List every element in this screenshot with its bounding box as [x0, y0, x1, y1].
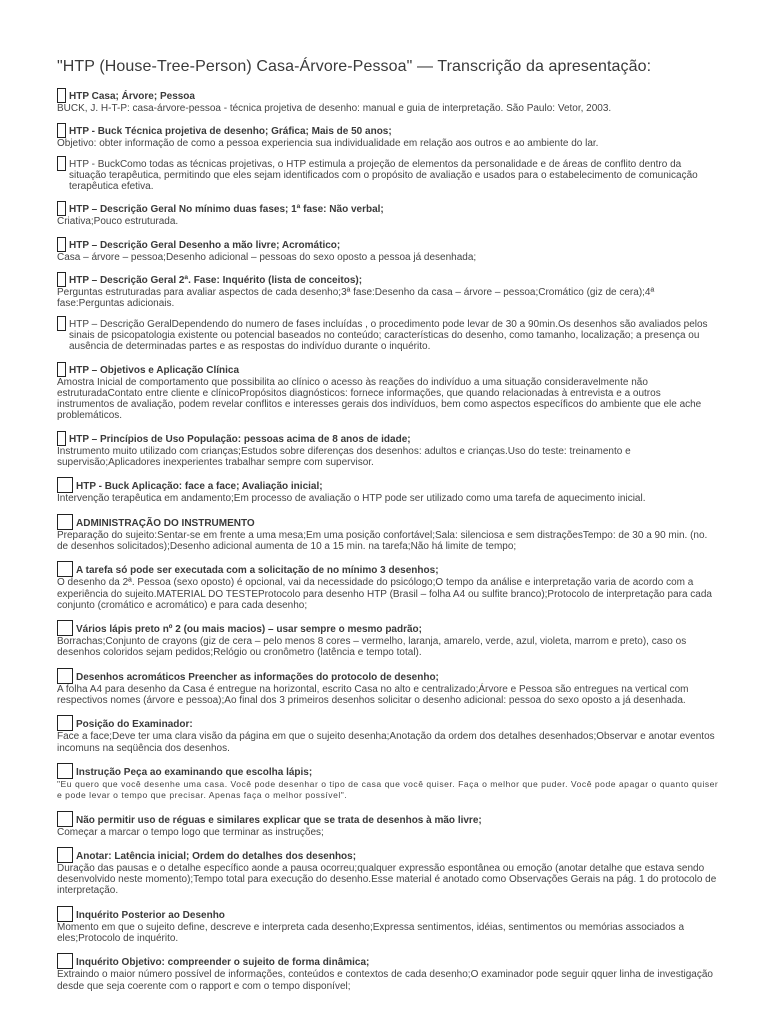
- slide-text: Amostra Inicial de comportamento que possibilita ao clínico o acesso às reações do indivíduo a uma situação consideravelmente não estruturadaContato entre cliente e clínicoPropósitos diagnósticos: fornece informações, que quando relacionadas à entrevista e a outros instrumentos de avaliação, podem revelar conflitos e interesses gerais dos indivíduos, bem como aspectos específicos do ambiente que ele ache problemáticos.: [57, 376, 702, 422]
- slide-thumbnail-icon: [57, 362, 66, 377]
- slide-entry: [57, 763, 719, 802]
- slide-entry: [57, 237, 719, 263]
- page-title: "HTP (House-Tree-Person) Casa-Árvore-Pessoa" — Transcrição da apresentação:: [57, 58, 652, 75]
- slide-text: Extraindo o maior número possível de informações, conteúdos e contextos de cada desenho;O examinador pode seguir qquer linha de investigação desde que seja coerente com o rapport e com o tempo disponível;: [57, 969, 713, 992]
- slide-heading: Posição do Examinador:: [76, 719, 193, 731]
- slide-heading: HTP - Buck Técnica projetiva de desenho; Gráfica; Mais de 50 anos;: [69, 126, 392, 138]
- slide-thumbnail-icon: [57, 88, 66, 103]
- slide-thumbnail-icon: [57, 316, 66, 331]
- slide-heading-row: [57, 272, 719, 287]
- slide-heading-row: [57, 431, 719, 446]
- slide-thumbnail-icon: [57, 201, 66, 216]
- slide-heading-row: [57, 847, 719, 863]
- slide-thumbnail-icon: [57, 561, 73, 577]
- slide-entry: [57, 811, 719, 838]
- slide-heading: HTP Casa; Árvore; Pessoa: [69, 91, 195, 102]
- slide-text: "Eu quero que você desenhe uma casa. Você pode desenhar o tipo de casa que você quiser. Faça o melhor que puder. Você pode apagar o quanto quiser e pode levar o tempo que precisar. Apenas faça o melhor possível".: [57, 778, 719, 801]
- slide-text: O desenho da 2ª. Pessoa (sexo oposto) é opcional, vai da necessidade do psicólogo;O tempo da análise e interpretação varia de acordo com a experiência do sujeito.MATERIAL DO TESTEProtocolo para desenho HTP (Brasil – folha A4 ou sulfite branco);Protocolo de interpretação para cada conjunto (cromático e acromático) e para cada desenho;: [57, 577, 712, 611]
- slide-text: Borrachas;Conjunto de crayons (giz de cera – pelo menos 8 cores – vermelho, laranja, amarelo, verde, azul, violeta, marrom e preto), caso os desenhos coloridos sejam pedidos;Relógio ou cronômetro (latência e tempo total).: [57, 636, 687, 659]
- slide-thumbnail-icon: [57, 763, 73, 779]
- slide-heading-row: [57, 953, 719, 969]
- slide-thumbnail-icon: [57, 668, 73, 684]
- slide-text: Duração das pausas e o detalhe específico aonde a pausa ocorreu;qualquer expressão espontânea ou emoção (anotar detalhe que estava sendo desenvolvido neste momento);Tempo total para execução do desenho.Esse material é anotado como Observações Gerais na pág. 1 do protocolo de interpretação.: [57, 862, 717, 897]
- slide-entry: [57, 123, 719, 149]
- slide-heading-row: [57, 715, 719, 731]
- slide-heading-row: [57, 123, 719, 138]
- slide-thumbnail-icon: [57, 514, 73, 530]
- slide-entry: [57, 159, 719, 193]
- slide-entry: [57, 953, 719, 992]
- slide-text: Face a face;Deve ter uma clara visão da página em que o sujeito desenha;Anotação da ordem dos detalhes desenhados;Observar e anotar eventos incomuns na seqüência dos desenhos.: [57, 731, 715, 754]
- slide-heading-row: [57, 811, 719, 827]
- slide-thumbnail-icon: [57, 953, 73, 969]
- slide-text: Criativa;Pouco estruturada.: [57, 216, 179, 228]
- slide-entry: [57, 201, 719, 227]
- slide-thumbnail-icon: [57, 715, 73, 731]
- slide-thumbnail-icon: [57, 477, 73, 493]
- slide-heading-row: [57, 561, 719, 577]
- slide-heading: Vários lápis preto nº 2 (ou mais macios) – usar sempre o mesmo padrão;: [76, 624, 422, 636]
- slide-text: Objetivo: obter informação de como a pessoa experiencia sua individualidade em relação aos outros e ao ambiente do lar.: [57, 138, 599, 150]
- slide-entry: [57, 88, 719, 114]
- slide-inline-row: [57, 319, 719, 353]
- slide-heading: HTP – Descrição Geral No mínimo duas fases; 1ª fase: Não verbal;: [69, 204, 384, 216]
- slide-heading-row: [57, 514, 719, 530]
- slide-heading: A tarefa só pode ser executada com a solicitação de no mínimo 3 desenhos;: [76, 565, 439, 577]
- slide-text: BUCK, J. H-T-P: casa-árvore-pessoa - técnica projetiva de desenho: manual e guia de interpretação. São Paulo: Vetor, 2003.: [57, 103, 612, 114]
- slide-entry: [57, 668, 719, 707]
- slide-heading-row: [57, 763, 719, 779]
- slide-text: Perguntas estruturadas para avaliar aspectos de cada desenho;3ª fase:Desenho da casa – árvore – pessoa;Cromático (giz de cera);4ª fase:Perguntas adicionais.: [57, 287, 655, 310]
- slide-text: HTP - BuckComo todas as técnicas projetivas, o HTP estimula a projeção de elementos da personalidade e de áreas de conflito dentro da situação terapêutica, permitindo que eles sejam identificados com o propósito de avaliação e usados para o estabelecimento de comunicação terapêutica efetiva.: [69, 158, 698, 193]
- slide-heading-row: [57, 620, 719, 636]
- slide-heading-row: [57, 88, 719, 103]
- slide-heading: Instrução Peça ao examinando que escolha lápis;: [76, 766, 313, 778]
- slide-text: Preparação do sujeito:Sentar-se em frente a uma mesa;Em uma posição confortável;Sala: silenciosa e sem distraçõesTempo: de 30 a 90 min. (no. de desenhos solicitados);Desenho adicional aumenta de 10 a 15 min. na tarefa;Não há limite de tempo;: [57, 529, 708, 552]
- slide-entry: [57, 514, 719, 553]
- slide-heading: HTP – Objetivos e Aplicação Clínica: [69, 364, 240, 376]
- slide-heading: HTP – Descrição Geral Desenho a mão livre; Acromático;: [69, 239, 341, 251]
- slide-entry: [57, 620, 719, 659]
- slide-heading: Inquérito Objetivo: compreender o sujeito de forma dinâmica;: [76, 957, 370, 969]
- slide-entry: [57, 477, 719, 504]
- slide-heading-row: [57, 906, 719, 922]
- slide-thumbnail-icon: [57, 237, 66, 252]
- slide-text: A folha A4 para desenho da Casa é entregue na horizontal, escrito Casa no alto e centralizado;Árvore e Pessoa são entregues na vertical com respectivos nomes (árvore e pessoa);Ao final dos 3 primeiros desenhos solicitar o desenho adicional: pessoa do sexo oposto a já desenhada.: [57, 683, 689, 707]
- slide-text: Intervenção terapêutica em andamento;Em processo de avaliação o HTP pode ser utilizado como uma tarefa de aquecimento inicial.: [57, 493, 646, 505]
- slide-thumbnail-icon: [57, 123, 66, 138]
- slide-heading-row: [57, 237, 719, 252]
- slide-text: HTP – Descrição GeralDependendo do numero de fases incluídas , o procedimento pode levar de 30 a 90min.Os desenhos são avaliados pelos sinais de psicopatologia existente ou potencial baseados no conteúdo; características do desenho, como tamanho, localização; a presença ou ausência de determinadas partes e as respostas do indivíduo durante o inquérito.: [69, 318, 708, 353]
- slide-entry: [57, 362, 719, 422]
- slide-heading-row: [57, 362, 719, 377]
- slide-entry: [57, 561, 719, 611]
- slide-entry: [57, 319, 719, 353]
- slide-entry: [57, 272, 719, 310]
- slide-heading: Desenhos acromáticos Preencher as informações do protocolo de desenho;: [76, 671, 439, 683]
- slide-heading: Não permitir uso de réguas e similares explicar que se trata de desenhos à mão livre;: [76, 814, 482, 826]
- slide-heading: HTP - Buck Aplicação: face a face; Avaliação inicial;: [76, 481, 323, 493]
- slide-thumbnail-icon: [57, 847, 73, 863]
- slide-entry: [57, 431, 719, 469]
- slide-heading: Anotar: Latência inicial; Ordem do detalhes dos desenhos;: [76, 850, 357, 862]
- slide-thumbnail-icon: [57, 156, 66, 171]
- slide-thumbnail-icon: [57, 620, 73, 636]
- slide-entry: [57, 715, 719, 754]
- slide-heading: HTP – Descrição Geral 2ª. Fase: Inquérito (lista de conceitos);: [69, 275, 363, 287]
- slide-entry: [57, 906, 719, 945]
- slide-thumbnail-icon: [57, 431, 66, 446]
- slide-entry: [57, 847, 719, 897]
- slide-text: Instrumento muito utilizado com crianças;Estudos sobre diferenças dos desenhos: adultos e crianças.Uso do teste: treinamento e supervisão;Aplicadores inexperientes trabalhar sempre com supervisor.: [57, 445, 631, 469]
- document: [57, 58, 719, 1001]
- slide-heading-row: [57, 201, 719, 216]
- slide-text: Casa – árvore – pessoa;Desenho adicional – pessoas do sexo oposto a pessoa já desenhada;: [57, 251, 477, 263]
- slide-heading: ADMINISTRAÇÃO DO INSTRUMENTO: [76, 517, 255, 529]
- slide-thumbnail-icon: [57, 906, 73, 922]
- slide-thumbnail-icon: [57, 811, 73, 827]
- slide-heading: HTP – Princípios de Uso População: pessoas acima de 8 anos de idade;: [69, 433, 411, 445]
- slide-text: Momento em que o sujeito define, descreve e interpreta cada desenho;Expressa sentimentos, idéias, sentimentos ou memórias associados a eles;Protocolo de inquérito.: [57, 921, 685, 944]
- entries-list: [57, 88, 719, 992]
- slide-heading-row: [57, 477, 719, 493]
- slide-text: Começar a marcar o tempo logo que terminar as instruções;: [57, 826, 324, 838]
- slide-heading-row: [57, 668, 719, 684]
- slide-inline-row: [57, 159, 719, 193]
- slide-heading: Inquérito Posterior ao Desenho: [76, 909, 225, 921]
- slide-thumbnail-icon: [57, 272, 66, 287]
